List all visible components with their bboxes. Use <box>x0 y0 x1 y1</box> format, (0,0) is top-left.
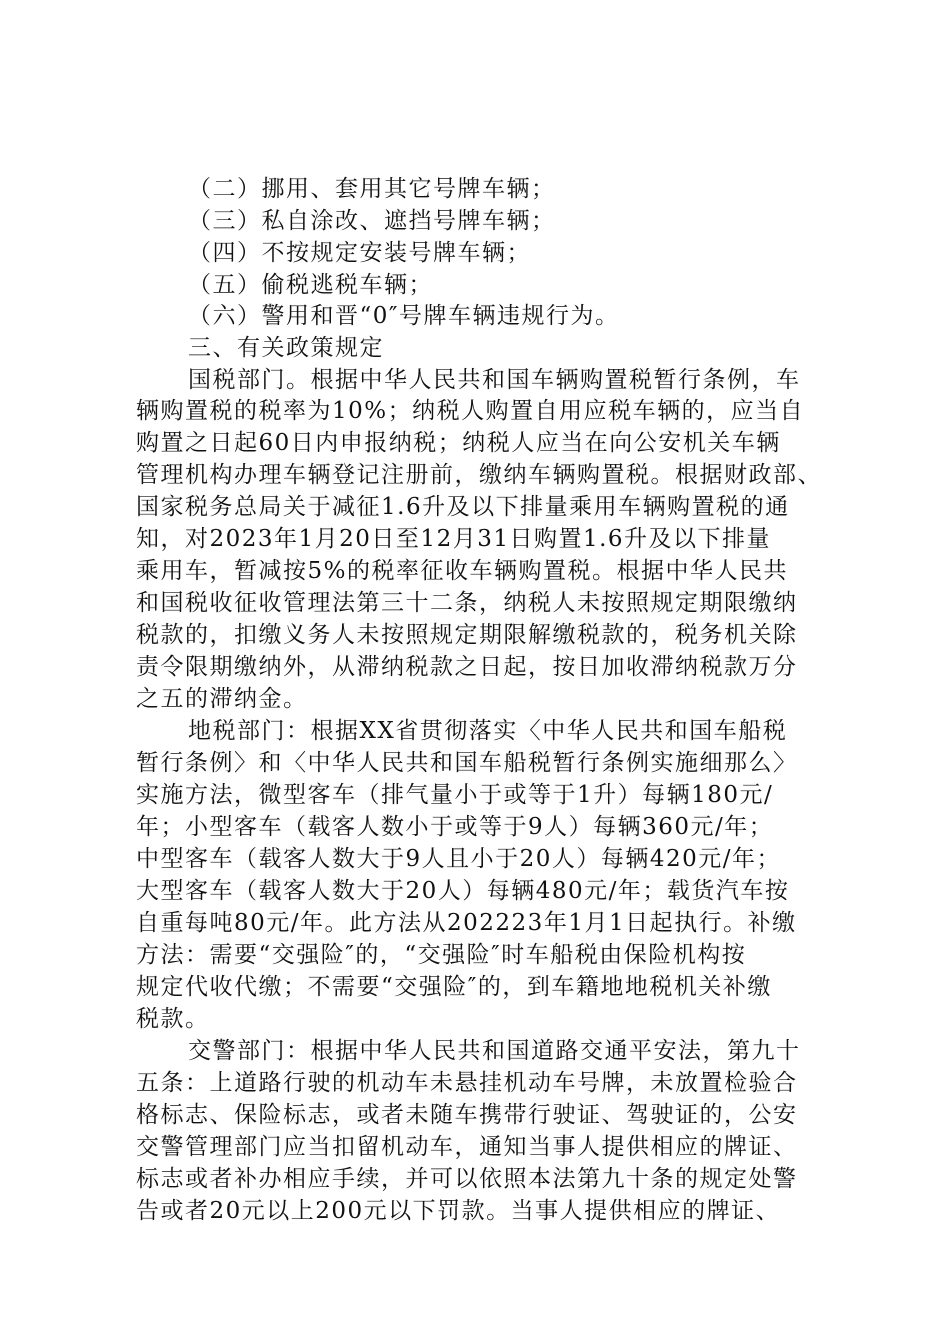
list-item: （五）偷税逃税车辆； <box>188 272 433 298</box>
paragraph-line: 中型客车（载客人数大于9人且小于20人）每辆420元/年； <box>136 846 782 872</box>
list-item: （二）挪用、套用其它号牌车辆； <box>188 176 556 202</box>
paragraph-line: 税款的，扣缴义务人未按照规定期限解缴税款的，税务机关除 <box>136 622 798 648</box>
paragraph-line: 自重每吨80元/年。此方法从202223年1月1日起执行。补缴 <box>136 910 797 936</box>
list-item: （六）警用和晋“0″号牌车辆违规行为。 <box>188 303 620 329</box>
paragraph-line: 地税部门：根据XX省贯彻落实〈中华人民共和国车船税 <box>188 718 788 744</box>
paragraph-line: 实施方法，微型客车（排气量小于或等于1升）每辆180元/ <box>136 782 774 808</box>
paragraph-line: 购置之日起60日内申报纳税；纳税人应当在向公安机关车辆 <box>136 430 781 456</box>
paragraph-line: 税款。 <box>136 1006 210 1032</box>
paragraph-line: 和国税收征收管理法第三十二条，纳税人未按照规定期限缴纳 <box>136 590 798 616</box>
paragraph-line: 告或者20元以上200元以下罚款。当事人提供相应的牌证、 <box>136 1198 781 1224</box>
paragraph-line: 格标志、保险标志，或者未随车携带行驶证、驾驶证的，公安 <box>136 1102 798 1128</box>
paragraph-line: 交警部门：根据中华人民共和国道路交通平安法，第九十 <box>188 1038 801 1064</box>
list-item: （四）不按规定安装号牌车辆； <box>188 240 531 266</box>
paragraph-line: 辆购置税的税率为10%；纳税人购置自用应税车辆的，应当自 <box>136 398 805 424</box>
paragraph-line: 之五的滞纳金。 <box>136 686 308 712</box>
paragraph-line: 知，对2023年1月20日至12月31日购置1.6升及以下排量 <box>136 526 772 552</box>
paragraph-line: 交警管理部门应当扣留机动车，通知当事人提供相应的牌证、 <box>136 1134 798 1160</box>
paragraph-line: 规定代收代缴；不需要“交强险″的，到车籍地地税机关补缴 <box>136 974 772 1000</box>
paragraph-line: 乘用车，暂减按5%的税率征收车辆购置税。根据中华人民共 <box>136 558 788 584</box>
paragraph-line: 责令限期缴纳外，从滞纳税款之日起，按日加收滞纳税款万分 <box>136 654 798 680</box>
paragraph-line: 国税部门。根据中华人民共和国车辆购置税暂行条例，车 <box>188 367 801 393</box>
paragraph-line: 标志或者补办相应手续，并可以依照本法第九十条的规定处警 <box>136 1166 798 1192</box>
paragraph-line: 方法：需要“交强险″的，“交强险″时车船税由保险机构按 <box>136 942 747 968</box>
section-heading: 三、有关政策规定 <box>188 335 384 361</box>
paragraph-line: 大型客车（载客人数大于20人）每辆480元/年；载货汽车按 <box>136 878 790 904</box>
paragraph-line: 年；小型客车（载客人数小于或等于9人）每辆360元/年； <box>136 814 774 840</box>
list-item: （三）私自涂改、遮挡号牌车辆； <box>188 208 556 234</box>
paragraph-line: 国家税务总局关于减征1.6升及以下排量乘用车辆购置税的通 <box>136 494 790 520</box>
paragraph-line: 五条：上道路行驶的机动车未悬挂机动车号牌，未放置检验合 <box>136 1070 798 1096</box>
paragraph-line: 管理机构办理车辆登记注册前，缴纳车辆购置税。根据财政部、 <box>136 462 822 488</box>
paragraph-line: 暂行条例〉和〈中华人民共和国车船税暂行条例实施细那么〉 <box>136 750 798 776</box>
